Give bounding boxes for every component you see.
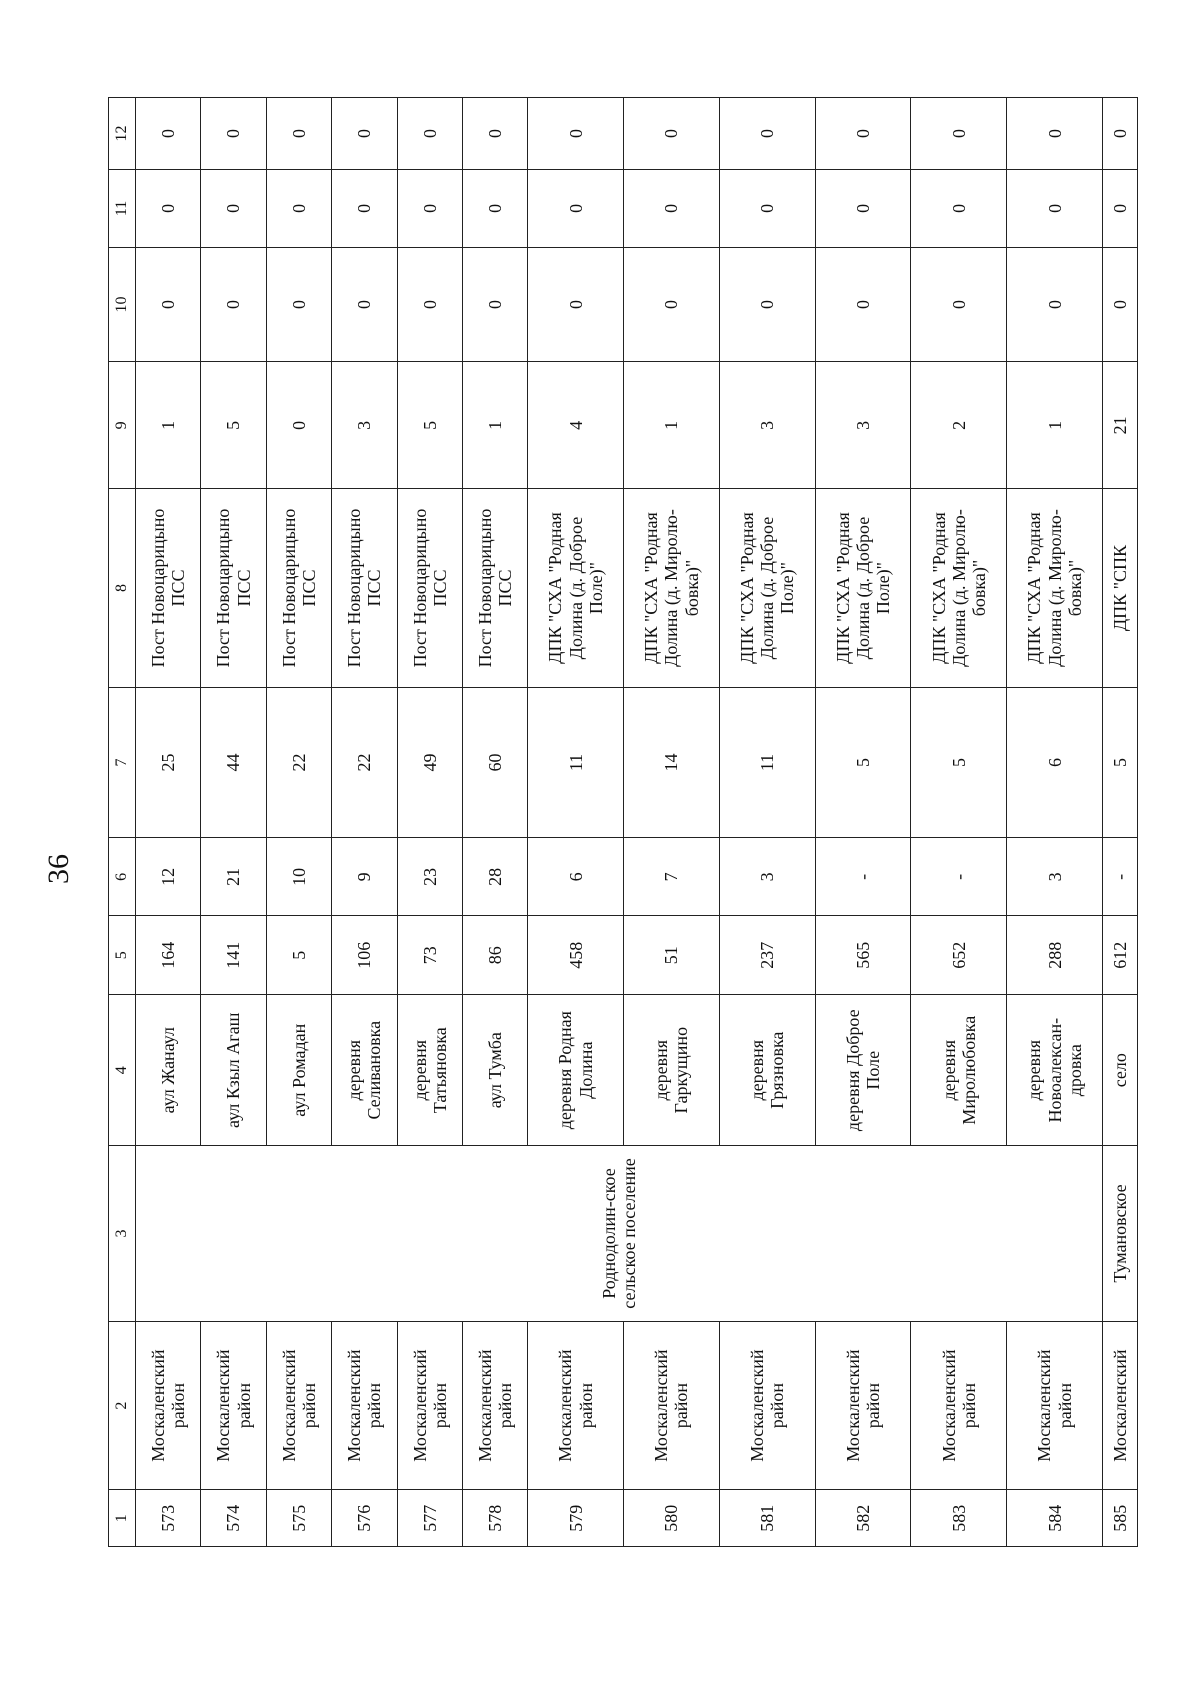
col12-value: 0 [719,98,815,170]
population: 86 [462,916,527,995]
col7-value: 5 [1103,687,1138,838]
col10-value: 0 [332,247,397,361]
col10-value: 0 [528,247,624,361]
col6-value: - [815,838,911,916]
population: 141 [201,916,266,995]
population: 73 [397,916,462,995]
table-row [1103,98,1138,1547]
col9-value: 4 [528,362,624,489]
district: Москаленский район [624,1321,720,1490]
col12-value: 0 [201,98,266,170]
service-unit: ДПК "СХА "Родная Долина (д. Доброе Поле)" [815,489,911,687]
table-header-row [109,98,136,1547]
col7-value: 11 [528,687,624,838]
column-header: 2 [109,1321,136,1490]
col12-value: 0 [332,98,397,170]
col11-value: 0 [719,169,815,247]
table-container [108,97,1138,1547]
table-row [201,98,266,1547]
population: 565 [815,916,911,995]
col10-value: 0 [462,247,527,361]
column-header: 3 [109,1146,136,1322]
service-unit: Пост Новоцарицыно ПСС [397,489,462,687]
col12-value: 0 [266,98,331,170]
col9-value: 1 [1007,362,1103,489]
col11-value: 0 [397,169,462,247]
col6-value: 9 [332,838,397,916]
col12-value: 0 [528,98,624,170]
col12-value: 0 [462,98,527,170]
population: 51 [624,916,720,995]
district: Москаленский район [266,1321,331,1490]
col10-value: 0 [201,247,266,361]
col7-value: 22 [266,687,331,838]
col12-value: 0 [136,98,201,170]
col9-value: 3 [332,362,397,489]
col9-value: 2 [911,362,1007,489]
locality: аул Жанаул [136,995,201,1146]
col10-value: 0 [624,247,720,361]
col9-value: 0 [266,362,331,489]
col7-value: 6 [1007,687,1103,838]
col12-value: 0 [624,98,720,170]
population: 458 [528,916,624,995]
settlements-table [108,97,1138,1547]
col11-value: 0 [815,169,911,247]
col11-value: 0 [462,169,527,247]
page-number: 36 [42,854,75,884]
col10-value: 0 [1103,247,1138,361]
col7-value: 11 [719,687,815,838]
row-number: 584 [1007,1490,1103,1547]
col9-value: 5 [201,362,266,489]
col12-value: 0 [911,98,1007,170]
column-header: 1 [109,1490,136,1547]
population: 237 [719,916,815,995]
col10-value: 0 [719,247,815,361]
col6-value: 6 [528,838,624,916]
col10-value: 0 [266,247,331,361]
service-unit: Пост Новоцарицыно ПСС [201,489,266,687]
district: Москаленский район [528,1321,624,1490]
column-header: 12 [109,98,136,170]
locality: аул Кзыл Агаш [201,995,266,1146]
col7-value: 5 [911,687,1007,838]
col11-value: 0 [332,169,397,247]
district: Москаленский район [911,1321,1007,1490]
row-number: 580 [624,1490,720,1547]
col10-value: 0 [136,247,201,361]
column-header: 8 [109,489,136,687]
col6-value: 10 [266,838,331,916]
col12-value: 0 [1103,98,1138,170]
district: Москаленский район [332,1321,397,1490]
table-row [815,98,911,1547]
col12-value: 0 [1007,98,1103,170]
col10-value: 0 [1007,247,1103,361]
col9-value: 1 [624,362,720,489]
population: 652 [911,916,1007,995]
col11-value: 0 [528,169,624,247]
col9-value: 21 [1103,362,1138,489]
col7-value: 5 [815,687,911,838]
row-number: 582 [815,1490,911,1547]
table-row [136,98,201,1547]
table-row [528,98,624,1547]
population: 164 [136,916,201,995]
district: Москаленский район [136,1321,201,1490]
row-number: 573 [136,1490,201,1547]
district: Москаленский район [719,1321,815,1490]
population: 106 [332,916,397,995]
district: Москаленский район [201,1321,266,1490]
col11-value: 0 [1007,169,1103,247]
col11-value: 0 [136,169,201,247]
locality: деревня Новоалексан-дровка [1007,995,1103,1146]
service-unit: Пост Новоцарицыно ПСС [332,489,397,687]
column-header: 5 [109,916,136,995]
col7-value: 44 [201,687,266,838]
column-header: 7 [109,687,136,838]
col10-value: 0 [815,247,911,361]
table-row [911,98,1007,1547]
service-unit: Пост Новоцарицыно ПСС [266,489,331,687]
service-unit: ДПК "СХА "Родная Долина (д. Миролю-бовка)" [911,489,1007,687]
col6-value: 28 [462,838,527,916]
col7-value: 49 [397,687,462,838]
row-number: 583 [911,1490,1007,1547]
population: 612 [1103,916,1138,995]
row-number: 578 [462,1490,527,1547]
row-number: 579 [528,1490,624,1547]
district: Москаленский район [397,1321,462,1490]
table-row [397,98,462,1547]
row-number: 575 [266,1490,331,1547]
locality: деревня Селивановка [332,995,397,1146]
col6-value: - [911,838,1007,916]
locality: село [1103,995,1138,1146]
locality: деревня Родная Долина [528,995,624,1146]
district: Москаленский район [462,1321,527,1490]
service-unit: Пост Новоцарицыно ПСС [136,489,201,687]
column-header: 11 [109,169,136,247]
col9-value: 3 [815,362,911,489]
col11-value: 0 [201,169,266,247]
col7-value: 25 [136,687,201,838]
col11-value: 0 [624,169,720,247]
col11-value: 0 [266,169,331,247]
locality: аул Ромадан [266,995,331,1146]
population: 288 [1007,916,1103,995]
district: Москаленский район [815,1321,911,1490]
col6-value: 23 [397,838,462,916]
district: Москаленский район [1007,1321,1103,1490]
service-unit: ДПК "СХА "Родная Долина (д. Доброе Поле)" [528,489,624,687]
col9-value: 5 [397,362,462,489]
locality: деревня Татьяновка [397,995,462,1146]
column-header: 4 [109,995,136,1146]
settlement-municipality-merged: Роднодолин-ское сельское поселение [136,1146,1103,1322]
table-row [332,98,397,1547]
service-unit: ДПК "СХА "Родная Долина (д. Миролю-бовка)" [1007,489,1103,687]
col12-value: 0 [397,98,462,170]
table-row [624,98,720,1547]
settlement-municipality: Тумановское [1103,1146,1138,1322]
col12-value: 0 [815,98,911,170]
col7-value: 22 [332,687,397,838]
service-unit: ДПК "СХА "Родная Долина (д. Доброе Поле)" [719,489,815,687]
table-row [1007,98,1103,1547]
population: 5 [266,916,331,995]
col11-value: 0 [1103,169,1138,247]
locality: деревня Гаркущино [624,995,720,1146]
col9-value: 1 [136,362,201,489]
table-row [266,98,331,1547]
col10-value: 0 [397,247,462,361]
row-number: 576 [332,1490,397,1547]
table-row [719,98,815,1547]
col11-value: 0 [911,169,1007,247]
service-unit: ДПК "СХА "Родная Долина (д. Миролю-бовка)" [624,489,720,687]
table-row [462,98,527,1547]
column-header: 10 [109,247,136,361]
col6-value: - [1103,838,1138,916]
row-number: 577 [397,1490,462,1547]
col10-value: 0 [911,247,1007,361]
col7-value: 14 [624,687,720,838]
service-unit: Пост Новоцарицыно ПСС [462,489,527,687]
col6-value: 21 [201,838,266,916]
col6-value: 7 [624,838,720,916]
district: Москаленский [1103,1321,1138,1490]
col6-value: 3 [1007,838,1103,916]
locality: деревня Миролюбовка [911,995,1007,1146]
col6-value: 3 [719,838,815,916]
column-header: 6 [109,838,136,916]
row-number: 585 [1103,1490,1138,1547]
col9-value: 3 [719,362,815,489]
row-number: 574 [201,1490,266,1547]
locality: деревня Доброе Поле [815,995,911,1146]
col6-value: 12 [136,838,201,916]
service-unit: ДПК "СПК [1103,489,1138,687]
col7-value: 60 [462,687,527,838]
locality: аул Тумба [462,995,527,1146]
column-header: 9 [109,362,136,489]
row-number: 581 [719,1490,815,1547]
locality: деревня Грязновка [719,995,815,1146]
col9-value: 1 [462,362,527,489]
